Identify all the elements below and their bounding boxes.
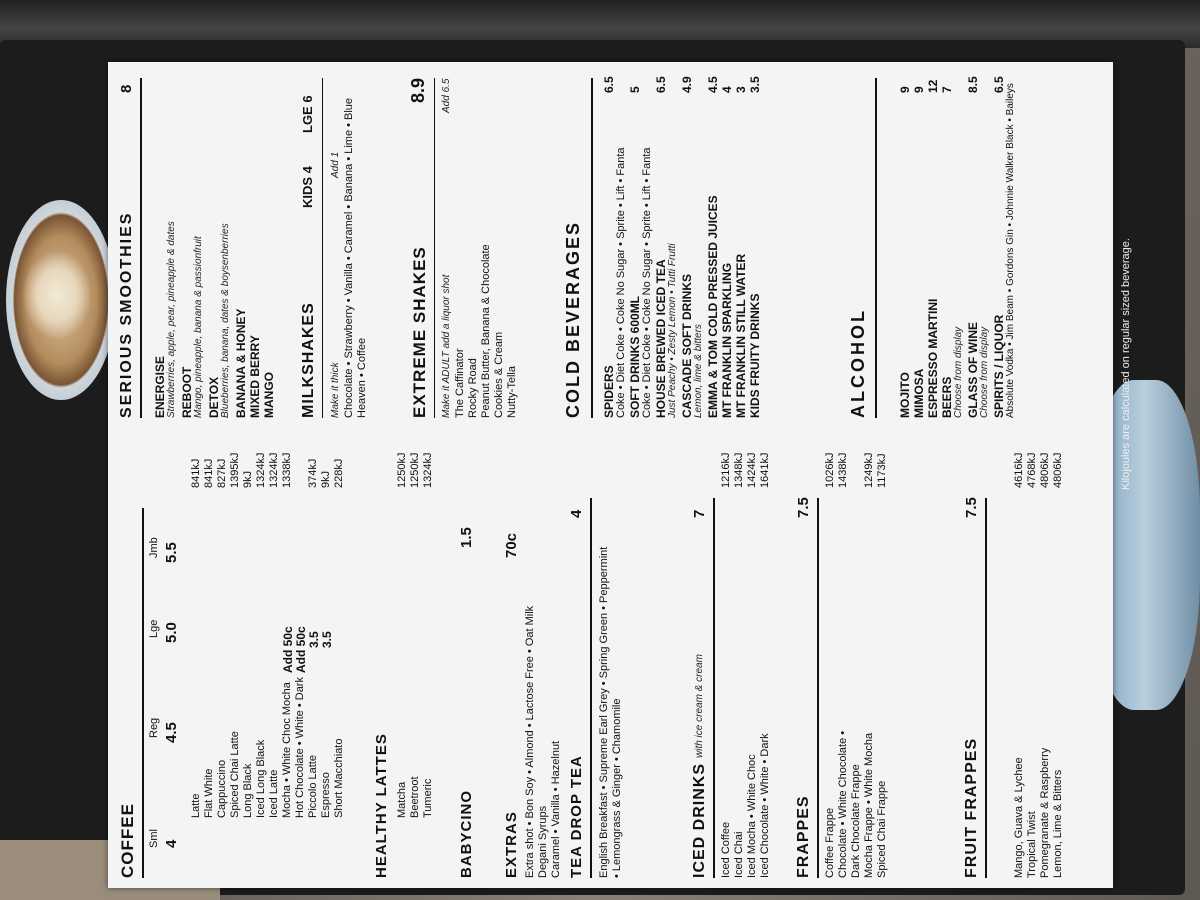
smoothies-rule [140,78,142,418]
alcohol-desc: Absolute Vodka • Jim Beam • Gordons Gin • Johnnie Walker Black • Baileys [1005,83,1016,418]
extreme-rule [434,78,435,418]
babycino-title: BABYCINO [458,789,475,878]
iced-item: Iced Chai [733,831,745,878]
coffee-item: Iced Long Black [255,739,267,818]
alcohol-price: 8.5 [966,76,980,93]
size-jmb: Jmb [148,537,160,558]
kj: 1395kJ [229,452,241,488]
healthy-title: HEALTHY LATTES [373,733,390,878]
extreme-item: Peanut Butter, Banana & Chocolate [480,244,492,418]
kj: 4616kJ [1013,452,1025,488]
iced-item: Iced Mocha • White Choc [746,754,758,878]
smoothies-title: SERIOUS SMOOTHIES [118,211,135,418]
smoothie-name: DETOX [207,376,221,418]
kj: 1324kJ [255,452,267,488]
tea-line1: English Breakfast • Supreme Earl Grey • Spring Green • Peppermint [598,546,610,878]
cold-rule [591,78,593,418]
extras-price: 70c [503,532,520,558]
add-50c-hotchoc: Add 50c [294,626,308,673]
alcohol-price: 9 [898,86,912,93]
frappe-item: Mocha Frappe • White Mocha [863,732,875,878]
price-jmb: 5.5 [163,542,180,563]
fruit-price: 7.5 [963,497,980,518]
tea-title: TEA DROP TEA [568,755,585,878]
kj: 1348kJ [733,452,745,488]
cold-price: 4 [720,86,734,93]
kj: 1424kJ [746,452,758,488]
milkshakes-flavours2: Heaven • Coffee [356,337,368,418]
kj: 374kJ [307,458,319,488]
kj: 841kJ [190,458,202,488]
menu-page [108,62,1113,888]
alcohol-price: 12 [926,79,940,93]
milkshakes-rule [322,78,323,418]
cold-price: 5 [628,86,642,93]
smoothie-name: BANANA & HONEY [234,308,248,418]
fruit-item: Pomegranate & Raspberry [1039,747,1051,878]
coffee-item: Long Black [242,763,254,818]
kj: 1641kJ [759,452,771,488]
frappe-item: Chocolate • White Chocolate • [837,730,849,878]
milkshakes-kids: KIDS 4 [300,166,315,208]
kj: 1324kJ [268,452,280,488]
kilojoule-note: Kilojoules are calculated on regular sized beverage. [1120,238,1132,490]
cold-desc: Just Peachy • Zesty Lemon • Tutti Frutti [667,243,678,418]
extreme-adult: Make it ADULT add a liquor shot [441,274,452,418]
coffee-item: Iced Latte [268,769,280,818]
alcohol-desc: Choose from display [979,326,990,418]
extras-line2: Degani Syrups [537,805,549,878]
coffee-title: COFFEE [118,803,137,878]
size-reg: Reg [148,717,160,738]
espresso-price: 3.5 [320,631,334,648]
right-column [108,68,1113,418]
iced-sub: with ice cream & cream [694,654,705,758]
cold-title: COLD BEVERAGES [563,220,583,418]
kj: 1249kJ [863,452,875,488]
milkshakes-flavours1: Chocolate • Strawberry • Vanilla • Caramel • Banana • Lime • Blue [343,97,355,418]
cold-price: 3 [734,86,748,93]
size-lge: Lge [148,619,160,638]
cold-desc: Coke • Diet Coke • Coke No Sugar • Sprite • Lift • Fanta [641,147,653,418]
kj: 228kJ [333,458,345,488]
smoothie-name: MANGO [262,372,276,418]
coffee-item: Hot Chocolate • White • Dark [294,677,306,818]
coffee-item: Mocha • White Choc Mocha [281,682,293,818]
cold-name: CASCADE SOFT DRINKS [680,273,694,418]
cold-name: SOFT DRINKS 600ML [628,295,642,418]
latte-art [22,250,92,340]
tea-line2: • Lemongrass & Ginger • Chamomile [611,698,623,878]
price-sml: 4 [163,839,180,848]
alcohol-title: ALCOHOL [848,308,868,418]
milkshakes-title: MILKSHAKES [300,302,317,418]
kj-column [108,428,1113,488]
cold-desc: Coke • Diet Coke • Coke No Sugar • Sprite • Lift • Fanta [615,147,627,418]
kj: 1216kJ [720,452,732,488]
extreme-title: EXTREME SHAKES [410,246,429,418]
kj: 1173kJ [876,453,888,488]
fruit-item: Tropical Twist [1026,811,1038,878]
size-sml: Sml [148,829,160,848]
cold-name: MT FRANKLIN STILL WATER [734,253,748,418]
kj: 1250kJ [396,452,408,488]
cold-price: 3.5 [748,76,762,93]
menu-rotated [108,62,1113,888]
extreme-item: Nutty-Tella [506,366,518,418]
smoothie-name: ENERGISE [153,355,167,418]
alcohol-desc: Choose from display [953,326,964,418]
kj: 1250kJ [409,452,421,488]
kj: 827kJ [216,458,228,488]
milkshakes-add1: Add 1 [330,151,341,178]
tea-rule [590,498,592,878]
healthy-item: Tumeric [422,778,434,818]
coffee-item: Cappuccino [216,759,228,818]
frappe-item: Spiced Chai Frappe [876,780,888,878]
coffee-rule [142,508,144,878]
kj: 4768kJ [1026,452,1038,488]
alcohol-name: MIMOSA [912,368,926,418]
piccolo-price: 3.5 [307,631,321,648]
extreme-item: Rocky Road [467,358,479,418]
kj: 1338kJ [281,452,293,488]
extras-line3: Caramel • Vanilla • Hazelnut [550,740,562,878]
coffee-item: Flat White [203,768,215,818]
add-50c-mocha: Add 50c [281,626,295,673]
smoothie-desc: Mango, pineapple, banana & passionfruit [193,236,204,418]
alcohol-price: 6.5 [992,76,1006,93]
alcohol-name: ESPRESSO MARTINI [926,298,940,418]
cold-price: 4.9 [680,76,694,93]
alcohol-price: 7 [940,86,954,93]
kj: 1026kJ [824,452,836,488]
extreme-item: The Caffinator [454,348,466,418]
healthy-item: Matcha [396,781,408,818]
coffee-item: Latte [190,793,202,818]
fruit-item: Mango, Guava & Lychee [1013,757,1025,878]
alcohol-name: SPIRITS / LIQUOR [992,314,1006,418]
fruit-title: FRUIT FRAPPES [963,737,980,878]
cold-desc: Lemon, lime & bitters [693,324,704,418]
kj: 1438kJ [837,452,849,488]
extreme-item: Cookies & Cream [493,331,505,418]
iced-price: 7 [691,509,708,518]
frappe-item: Coffee Frappe [824,807,836,878]
extras-line1: Extra shot • Bon Soy • Almond • Lactose Free • Oat Milk [524,605,536,878]
iced-rule [713,498,715,878]
iced-item: Iced Coffee [720,821,732,878]
kj: 841kJ [203,458,215,488]
extreme-add: Add 6.5 [441,78,452,113]
kj: 9kJ [320,470,332,488]
left-column [108,488,1113,888]
alcohol-rule [875,78,877,418]
iced-item: Iced Chocolate • White • Dark [759,733,771,878]
coffee-item: Short Macchiato [333,738,345,818]
milkshakes-lge: LGE 6 [300,95,315,133]
extreme-price: 8.9 [408,77,428,103]
price-lge: 5.0 [163,622,180,643]
cold-name: KIDS FRUITY DRINKS [748,293,762,418]
fruit-item: Lemon, Lime & Bitters [1052,769,1064,878]
frappe-item: Dark Chocolate Frappe [850,764,862,878]
alcohol-name: GLASS OF WINE [966,322,980,418]
cold-price: 6.5 [654,76,668,93]
smoothie-desc: Blueberries, banana, dates & boysenberries [220,223,231,418]
extras-title: EXTRAS [503,811,520,878]
healthy-item: Beetroot [409,776,421,818]
price-reg: 4.5 [163,722,180,743]
cold-name: SPIDERS [602,365,616,418]
babycino-price: 1.5 [458,527,475,548]
smoothie-name: REBOOT [180,366,194,418]
smoothies-price: 8 [118,84,135,93]
kj: 4806kJ [1052,452,1064,488]
milkshakes-thick: Make it thick [330,362,341,418]
coffee-item: Spiced Chai Latte [229,731,241,818]
alcohol-name: BEERS [940,376,954,418]
coffee-item: Espresso [320,772,332,818]
alcohol-name: MOJITO [898,372,912,418]
frappes-title: FRAPPES [795,795,812,878]
tea-price: 4 [568,509,585,518]
fruit-rule [985,498,987,878]
smoothie-name: MIXED BERRY [248,335,262,418]
kj: 4806kJ [1039,452,1051,488]
kj: 9kJ [242,470,254,488]
kj: 1324kJ [422,452,434,488]
cold-price: 4.5 [706,76,720,93]
cold-price: 6.5 [602,76,616,93]
cold-name: EMMA & TOM COLD PRESSED JUICES [706,195,720,418]
cold-name: MT FRANKLIN SPARKLING [720,262,734,418]
coffee-item: Piccolo Latte [307,755,319,818]
frappes-price: 7.5 [795,497,812,518]
smoothie-desc: Strawberries, apple, pear, pineapple & dates [166,221,177,418]
iced-title: ICED DRINKS [691,762,708,878]
alcohol-price: 9 [912,86,926,93]
cold-name: HOUSE BREWED ICED TEA [654,259,668,418]
frappes-rule [817,498,819,878]
